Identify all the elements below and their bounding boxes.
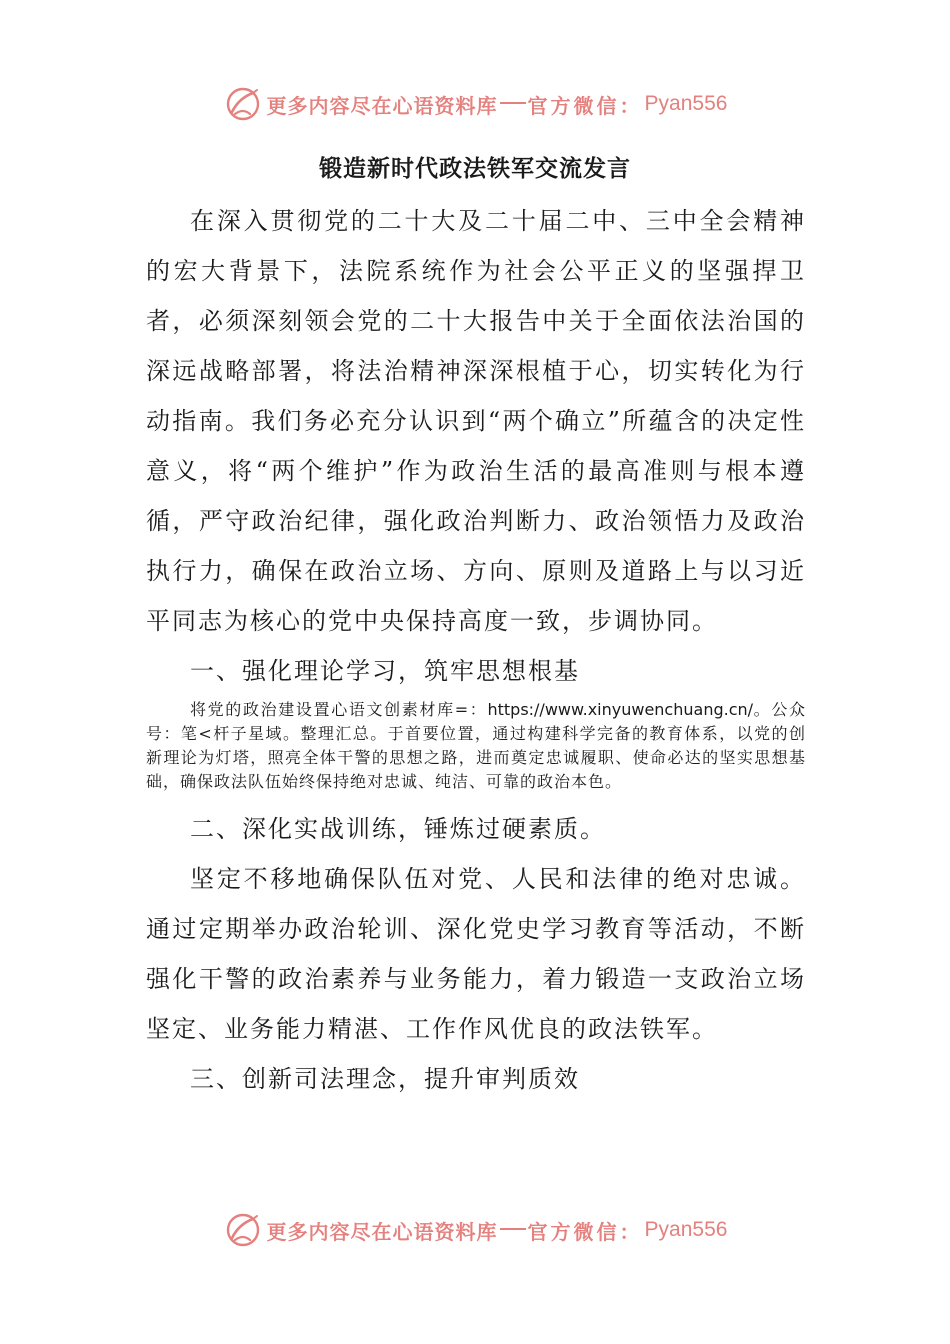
section-1-body: 。公众号：笔<杆子星域。整理汇总。于首要位置，通过构建科学完备的教育体系，以党的创新理论为灯塔，照亮全体干警的思想之路，进而奠定忠诚履职、使命必达的坚实思想基础，确保政法队伍始终保持绝对忠诚、纯洁、可靠的政治本色。 <box>146 700 806 791</box>
header-watermark <box>0 82 950 126</box>
document-title: 锻造新时代政法铁军交流发言 <box>319 156 631 182</box>
watermark-site-text: 更多内容尽在心语资料库 <box>266 93 498 118</box>
watermark-dash <box>500 102 526 104</box>
section-1-prefix: 将党的政治建设置心语文创素材库=： <box>190 700 488 719</box>
document-body <box>146 196 806 1104</box>
watermark-site-text: 更多内容尽在心语资料库 <box>266 1219 498 1244</box>
section-2-paragraph: 坚定不移地确保队伍对党、人民和法律的绝对忠诚。通过定期举办政治轮训、深化党史学习教育等活动，不断强化干警的政治素养与业务能力，着力锻造一支政治立场坚定、业务能力精湛、工作作风优良的政法铁军。 <box>146 865 806 1043</box>
watermark-official-text: 官方微信： <box>527 1219 643 1244</box>
watermark-dash <box>500 1228 526 1230</box>
watermark-wechat-id: Pyan556 <box>644 1218 728 1241</box>
section-1-url: https://www.xinyuwenchuang.cn/ <box>487 700 754 719</box>
watermark-wechat-id: Pyan556 <box>644 92 728 115</box>
footer-watermark <box>0 1208 950 1252</box>
pen-logo-icon <box>223 84 263 124</box>
intro-paragraph: 在深入贯彻党的二十大及二十届二中、三中全会精神的宏大背景下，法院系统作为社会公平正义的坚强捍卫者，必须深刻领会党的二十大报告中关于全面依法治国的深远战略部署，将法治精神深深根植于心，切实转化为行动指南。我们务必充分认识到“两个确立”所蕴含的决定性意义，将“两个维护”作为政治生活的最高准则与根本遵循，严守政治纪律，强化政治判断力、政治领悟力及政治执行力，确保在政治立场、方向、原则及道路上与以习近平同志为核心的党中央保持高度一致，步调协同。 <box>146 207 806 635</box>
section-2-heading: 二、深化实战训练，锤炼过硬素质。 <box>190 815 606 843</box>
section-1-heading: 一、强化理论学习，筑牢思想根基 <box>190 657 580 685</box>
section-3-heading: 三、创新司法理念，提升审判质效 <box>190 1065 580 1093</box>
section-1-paragraph <box>146 698 806 794</box>
watermark-official-text: 官方微信： <box>527 93 643 118</box>
pen-logo-icon <box>223 1210 263 1250</box>
